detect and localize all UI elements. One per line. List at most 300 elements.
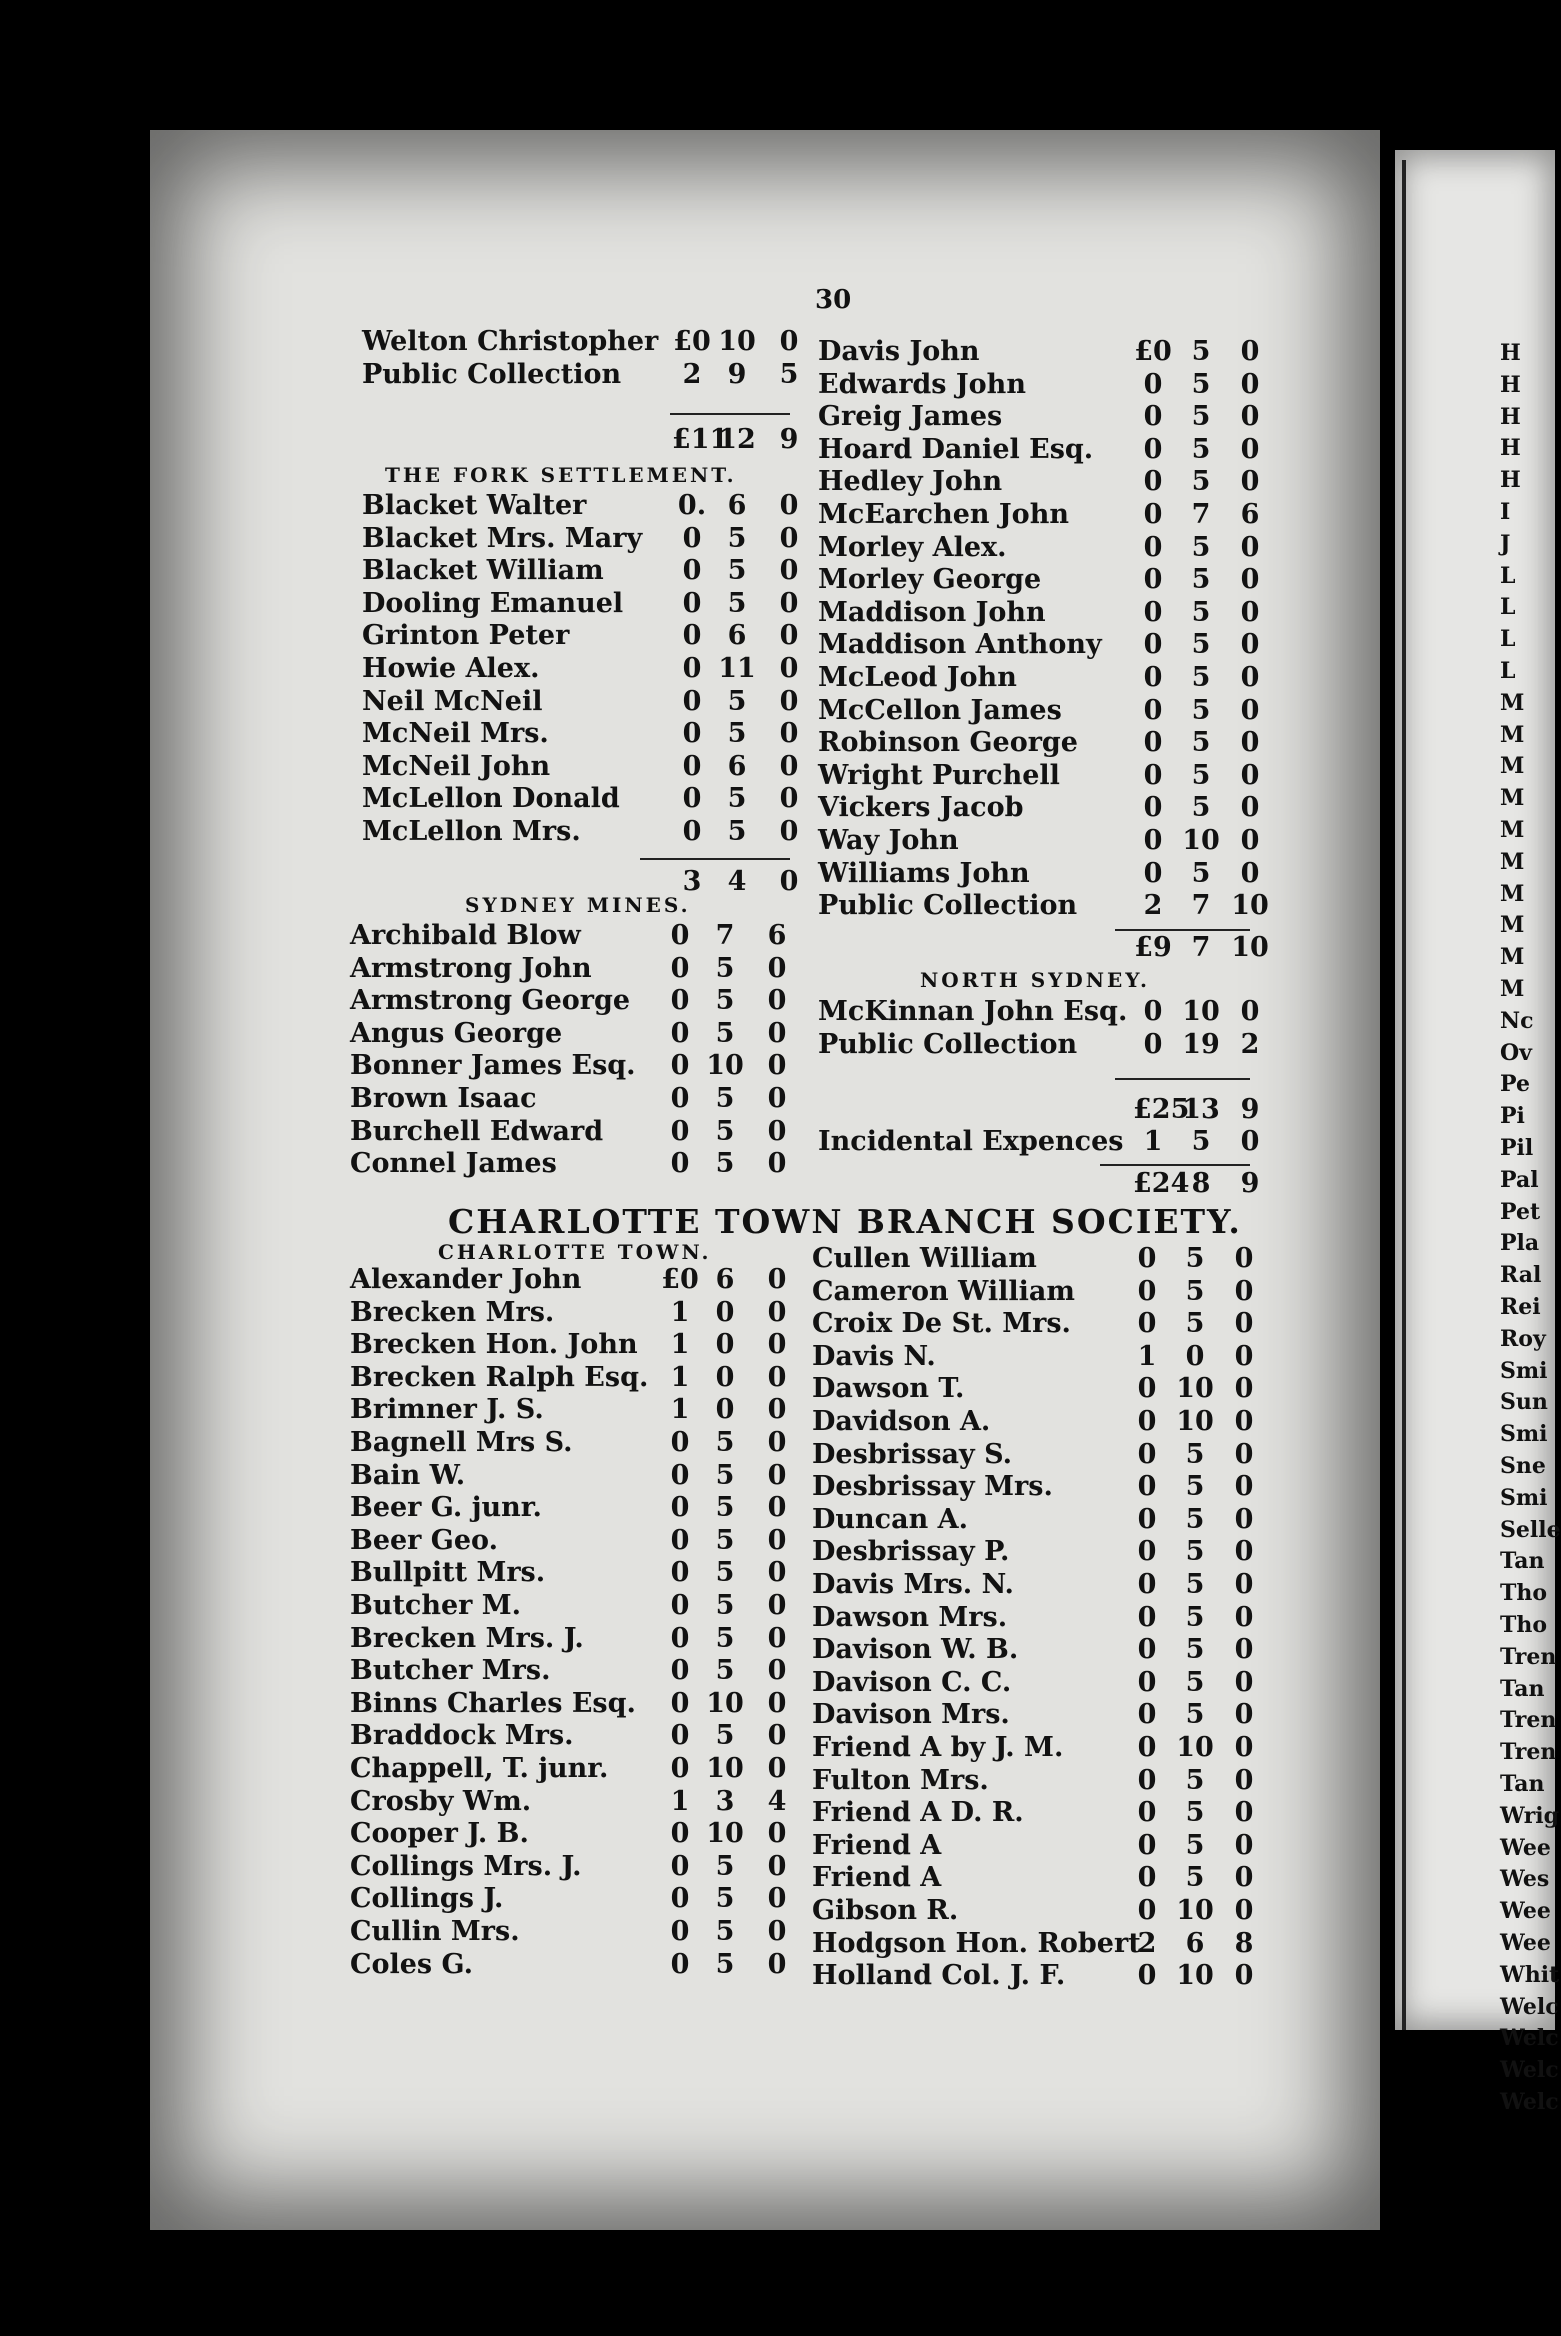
pounds-value: 0 xyxy=(670,1916,690,1947)
shillings-value: 5 xyxy=(1191,368,1211,400)
entry-name: Blacket Walter xyxy=(362,490,587,521)
pounds-value: 0 xyxy=(670,1850,690,1882)
list-entry xyxy=(350,1688,822,1720)
pence-value: 0 xyxy=(779,866,799,897)
pounds-value: 0 xyxy=(670,1524,690,1556)
entry-name: Brecken Mrs. J. xyxy=(350,1622,584,1654)
list-entry xyxy=(362,490,834,522)
facing-page-entry-fragment: H xyxy=(1500,467,1521,494)
pounds-value: £24 xyxy=(1133,1168,1190,1199)
pounds-value: 1 xyxy=(670,1296,690,1328)
list-entry xyxy=(818,825,1295,857)
list-entry xyxy=(812,1341,1289,1373)
section-heading: NORTH SYDNEY. xyxy=(920,968,1150,992)
shillings-value: 5 xyxy=(727,718,747,750)
facing-page-entry-fragment: I xyxy=(1500,499,1511,525)
pence-value: 0 xyxy=(767,1655,787,1687)
entry-name: Braddock Mrs. xyxy=(350,1720,574,1752)
list-entry xyxy=(350,1264,822,1296)
shillings-value: 10 xyxy=(706,1687,744,1719)
entry-name: Way John xyxy=(818,825,959,856)
facing-page-entry-fragment: Welc xyxy=(1500,2057,1559,2084)
shillings-value: 5 xyxy=(715,1427,735,1458)
pence-value: 0 xyxy=(1234,1797,1254,1829)
list-entry xyxy=(362,326,834,358)
pounds-value: 0. xyxy=(677,490,707,521)
pounds-value: 0 xyxy=(670,1883,690,1915)
facing-page-entry-fragment: Pil xyxy=(1500,1135,1534,1161)
shillings-value: 13 xyxy=(1182,1094,1220,1125)
pence-value: 10 xyxy=(1231,890,1269,922)
pounds-value: 0 xyxy=(682,685,702,717)
pence-value: 0 xyxy=(1234,1438,1254,1470)
shillings-value: 7 xyxy=(715,920,735,951)
entry-name: McNeil John xyxy=(362,750,551,782)
entry-name: Dooling Emanuel xyxy=(362,587,624,619)
list-entry xyxy=(812,1602,1289,1634)
list-entry xyxy=(818,1094,1295,1126)
entry-name: Butcher Mrs. xyxy=(350,1655,551,1687)
shillings-value: 5 xyxy=(1185,1829,1205,1861)
list-entry xyxy=(818,760,1295,792)
list-entry xyxy=(812,1504,1289,1536)
pence-value: 0 xyxy=(767,1083,787,1114)
pence-value: 0 xyxy=(767,1557,787,1589)
pounds-value: 0 xyxy=(1143,996,1163,1027)
entry-name: Davis N. xyxy=(812,1340,936,1372)
list-entry xyxy=(812,1960,1289,1992)
list-entry xyxy=(350,1362,822,1394)
entry-name: Collings J. xyxy=(350,1883,504,1915)
entry-name: McLellon Mrs. xyxy=(362,816,581,847)
entry-name: Davis Mrs. N. xyxy=(812,1569,1014,1600)
entry-name: Davison Mrs. xyxy=(812,1699,1010,1731)
facing-page-entry-fragment: L xyxy=(1500,594,1516,621)
pence-value: 0 xyxy=(1240,792,1260,824)
entry-name: Angus George xyxy=(350,1017,563,1049)
list-entry xyxy=(362,653,834,685)
pounds-value: 0 xyxy=(1137,1569,1157,1600)
pence-value: 0 xyxy=(767,1427,787,1458)
pence-value: 0 xyxy=(1234,1666,1254,1698)
shillings-value: 5 xyxy=(1185,1862,1205,1894)
list-entry xyxy=(818,932,1295,964)
pence-value: 0 xyxy=(767,1622,787,1654)
pence-value: 0 xyxy=(779,490,799,521)
pounds-value: 0 xyxy=(670,1050,690,1082)
pounds-value: 0 xyxy=(1137,1308,1157,1340)
pounds-value: 0 xyxy=(1137,1275,1157,1307)
pence-value: 0 xyxy=(1240,596,1260,628)
pence-value: 0 xyxy=(779,685,799,717)
entry-name: Blacket William xyxy=(362,555,604,587)
shillings-value: 7 xyxy=(1191,932,1211,963)
pence-value: 0 xyxy=(1234,1634,1254,1666)
total-rule xyxy=(640,858,790,860)
list-entry xyxy=(812,1536,1289,1568)
entry-name: Friend A by J. M. xyxy=(812,1732,1064,1763)
entry-name: McEarchen John xyxy=(818,499,1069,530)
pounds-value: 0 xyxy=(670,1622,690,1654)
shillings-value: 10 xyxy=(706,1818,744,1850)
entry-name: Bagnell Mrs S. xyxy=(350,1427,573,1458)
pence-value: 0 xyxy=(1234,1764,1254,1796)
entry-name: Cullen William xyxy=(812,1243,1037,1274)
pounds-value: 0 xyxy=(670,920,690,951)
pence-value: 0 xyxy=(1234,1340,1254,1372)
facing-page-entry-fragment: Tho xyxy=(1500,1580,1548,1607)
list-entry xyxy=(818,695,1295,727)
pence-value: 0 xyxy=(1234,1732,1254,1763)
branch-society-title: CHARLOTTE TOWN BRANCH SOCIETY. xyxy=(448,1202,1242,1241)
pounds-value: 1 xyxy=(670,1361,690,1393)
pence-value: 0 xyxy=(1240,336,1260,367)
pounds-value: 0 xyxy=(670,1818,690,1850)
pounds-value: 1 xyxy=(670,1785,690,1817)
list-entry xyxy=(818,996,1295,1028)
facing-page-entry-fragment: M xyxy=(1500,689,1525,716)
entry-name: Grinton Peter xyxy=(362,620,570,652)
list-entry xyxy=(362,523,834,555)
list-entry xyxy=(818,629,1295,661)
list-entry xyxy=(812,1928,1289,1960)
list-entry xyxy=(350,1148,822,1180)
list-entry xyxy=(350,920,822,952)
entry-name: McCellon James xyxy=(818,694,1062,726)
facing-page-entry-fragment: H xyxy=(1500,403,1521,430)
shillings-value: 7 xyxy=(1191,499,1211,530)
list-entry xyxy=(350,1623,822,1655)
entry-name: Burchell Edward xyxy=(350,1115,604,1147)
entry-name: Public Collection xyxy=(362,358,622,390)
shillings-value: 5 xyxy=(1185,1601,1205,1633)
pence-value: 5 xyxy=(779,358,799,390)
entry-name: Binns Charles Esq. xyxy=(350,1687,636,1719)
facing-page-entry-fragment: H xyxy=(1500,340,1521,366)
list-entry xyxy=(350,1492,822,1524)
shillings-value: 5 xyxy=(1185,1797,1205,1829)
pence-value: 0 xyxy=(1234,1960,1254,1992)
pence-value: 0 xyxy=(767,1115,787,1147)
shillings-value: 10 xyxy=(1176,1895,1214,1926)
pounds-value: 0 xyxy=(1143,531,1163,563)
entry-name: Public Collection xyxy=(818,1028,1078,1060)
facing-page-entry-fragment: M xyxy=(1500,721,1525,748)
pence-value: 6 xyxy=(1240,499,1260,530)
list-entry xyxy=(812,1373,1289,1405)
facing-page-entry-fragment: M xyxy=(1500,785,1525,812)
facing-page-entry-fragment: Smi xyxy=(1500,1357,1548,1384)
pounds-value: 0 xyxy=(670,952,690,984)
list-entry xyxy=(812,1308,1289,1340)
list-entry xyxy=(350,1655,822,1687)
list-entry xyxy=(362,588,834,620)
list-entry xyxy=(812,1439,1289,1471)
pence-value: 0 xyxy=(767,1394,787,1426)
shillings-value: 5 xyxy=(715,1948,735,1980)
pence-value: 0 xyxy=(767,1753,787,1784)
pounds-value: 0 xyxy=(670,1492,690,1524)
shillings-value: 5 xyxy=(727,816,747,847)
pence-value: 0 xyxy=(767,1818,787,1850)
entry-name: Incidental Expences xyxy=(818,1126,1124,1157)
entry-name: Cameron William xyxy=(812,1275,1075,1307)
pence-value: 0 xyxy=(779,653,799,684)
pence-value: 0 xyxy=(1234,1569,1254,1600)
pounds-value: 0 xyxy=(670,1427,690,1458)
list-entry xyxy=(812,1276,1289,1308)
entry-name: Beer Geo. xyxy=(350,1524,498,1556)
shillings-value: 0 xyxy=(715,1394,735,1426)
facing-page-entry-fragment: Welc xyxy=(1500,1993,1559,2020)
pence-value: 9 xyxy=(1240,1094,1260,1125)
entry-name: Brecken Ralph Esq. xyxy=(350,1361,649,1393)
shillings-value: 5 xyxy=(1191,759,1211,791)
pounds-value: 0 xyxy=(670,1148,690,1180)
shillings-value: 11 xyxy=(718,653,756,684)
pence-value: 0 xyxy=(767,1148,787,1180)
shillings-value: 5 xyxy=(1185,1471,1205,1503)
pence-value: 0 xyxy=(1240,401,1260,433)
entry-name: Gibson R. xyxy=(812,1895,959,1926)
list-entry xyxy=(350,1329,822,1361)
shillings-value: 6 xyxy=(715,1264,735,1295)
pence-value: 0 xyxy=(767,1492,787,1524)
pounds-value: 0 xyxy=(1137,1471,1157,1503)
facing-page-entry-fragment: Whit xyxy=(1500,1961,1560,1988)
shillings-value: 5 xyxy=(727,783,747,815)
facing-page-entry-fragment: Pe xyxy=(1500,1071,1530,1098)
entry-name: Bonner James Esq. xyxy=(350,1050,636,1082)
shillings-value: 10 xyxy=(718,326,756,357)
pence-value: 0 xyxy=(767,1883,787,1915)
entry-name: McLeod John xyxy=(818,662,1017,693)
shillings-value: 5 xyxy=(715,1883,735,1915)
pounds-value: 0 xyxy=(1143,368,1163,400)
list-entry xyxy=(818,1029,1295,1061)
shillings-value: 5 xyxy=(715,1622,735,1654)
entry-name: Williams John xyxy=(818,857,1030,889)
pence-value: 0 xyxy=(779,555,799,587)
pence-value: 0 xyxy=(767,1720,787,1752)
entry-name: Hoard Daniel Esq. xyxy=(818,433,1094,465)
list-entry xyxy=(818,564,1295,596)
list-entry xyxy=(812,1243,1289,1275)
shillings-value: 5 xyxy=(1191,466,1211,498)
list-entry xyxy=(350,953,822,985)
pence-value: 0 xyxy=(1240,825,1260,856)
pounds-value: 0 xyxy=(1143,857,1163,889)
list-entry xyxy=(350,1018,822,1050)
facing-page-entry-fragment: M xyxy=(1500,848,1525,875)
shillings-value: 10 xyxy=(1176,1406,1214,1437)
pounds-value: £0 xyxy=(661,1264,699,1295)
shillings-value: 5 xyxy=(1191,857,1211,889)
pounds-value: 0 xyxy=(682,750,702,782)
pence-value: 0 xyxy=(1234,1699,1254,1731)
list-entry xyxy=(350,1297,822,1329)
pence-value: 0 xyxy=(779,587,799,619)
pence-value: 0 xyxy=(767,1264,787,1295)
pence-value: 0 xyxy=(779,783,799,815)
facing-page-entry-fragment: Smi xyxy=(1500,1421,1548,1448)
entry-name: Armstrong George xyxy=(350,985,631,1017)
shillings-value: 6 xyxy=(727,620,747,652)
entry-name: Hodgson Hon. Robert xyxy=(812,1927,1141,1959)
list-entry xyxy=(362,816,834,848)
facing-page-entry-fragment: Ov xyxy=(1500,1039,1532,1066)
pence-value: 0 xyxy=(1234,1829,1254,1861)
list-entry xyxy=(350,1460,822,1492)
entry-name: Morley Alex. xyxy=(818,531,1007,563)
pence-value: 0 xyxy=(1240,662,1260,693)
pence-value: 0 xyxy=(767,985,787,1017)
shillings-value: 5 xyxy=(715,952,735,984)
pounds-value: 0 xyxy=(1143,499,1163,530)
shillings-value: 5 xyxy=(715,1148,735,1180)
list-entry xyxy=(362,555,834,587)
pounds-value: 0 xyxy=(670,1687,690,1719)
pounds-value: 0 xyxy=(1137,1243,1157,1274)
facing-page-entry-fragment: Tren xyxy=(1500,1739,1557,1766)
entry-name: Armstrong John xyxy=(350,952,592,984)
pounds-value: 0 xyxy=(1137,1503,1157,1535)
shillings-value: 5 xyxy=(715,1850,735,1882)
pounds-value: 0 xyxy=(670,1083,690,1114)
shillings-value: 5 xyxy=(1191,662,1211,693)
facing-page-entry-fragment: Smi xyxy=(1500,1484,1548,1511)
shillings-value: 12 xyxy=(718,424,756,455)
pounds-value: 0 xyxy=(1137,1764,1157,1796)
list-entry xyxy=(350,1083,822,1115)
entry-name: Bullpitt Mrs. xyxy=(350,1557,546,1589)
list-entry xyxy=(812,1797,1289,1829)
shillings-value: 5 xyxy=(715,1492,735,1524)
pence-value: 0 xyxy=(1234,1503,1254,1535)
pence-value: 0 xyxy=(1240,629,1260,661)
shillings-value: 5 xyxy=(727,587,747,619)
list-entry xyxy=(350,1720,822,1752)
pounds-value: 0 xyxy=(670,1590,690,1621)
list-entry xyxy=(812,1667,1289,1699)
shillings-value: 7 xyxy=(1191,890,1211,922)
shillings-value: 6 xyxy=(727,490,747,521)
facing-page-entry-fragment: Welc xyxy=(1500,2025,1559,2052)
pounds-value: 0 xyxy=(1143,792,1163,824)
pounds-value: 0 xyxy=(670,1017,690,1049)
facing-page-entry-fragment: Nc xyxy=(1500,1007,1534,1034)
list-entry xyxy=(362,718,834,750)
entry-name: Hedley John xyxy=(818,466,1003,498)
pounds-value: 0 xyxy=(670,1753,690,1784)
entry-name: Howie Alex. xyxy=(362,653,540,684)
shillings-value: 6 xyxy=(1185,1927,1205,1959)
pounds-value: 0 xyxy=(1137,1895,1157,1926)
entry-name: Brecken Mrs. xyxy=(350,1296,555,1328)
pounds-value: 3 xyxy=(682,866,702,897)
entry-name: Maddison John xyxy=(818,596,1046,628)
pence-value: 0 xyxy=(767,952,787,984)
pence-value: 0 xyxy=(1240,759,1260,791)
list-entry xyxy=(350,1557,822,1589)
pence-value: 0 xyxy=(1240,433,1260,465)
pence-value: 2 xyxy=(1240,1028,1260,1060)
pence-value: 0 xyxy=(1240,857,1260,889)
entry-name: Connel James xyxy=(350,1148,557,1180)
pounds-value: 0 xyxy=(1137,1829,1157,1861)
entry-name: Dawson T. xyxy=(812,1373,965,1405)
pounds-value: 0 xyxy=(670,1655,690,1687)
shillings-value: 5 xyxy=(715,1720,735,1752)
list-entry xyxy=(350,1050,822,1082)
entry-name: Brimner J. S. xyxy=(350,1394,544,1426)
list-entry xyxy=(350,1394,822,1426)
shillings-value: 5 xyxy=(715,1655,735,1687)
entry-name: McKinnan John Esq. xyxy=(818,996,1128,1027)
facing-page-entry-fragment: H xyxy=(1500,435,1521,462)
entry-name: Friend A xyxy=(812,1829,942,1861)
entry-name: Duncan A. xyxy=(812,1503,968,1535)
list-entry xyxy=(350,1116,822,1148)
facing-page-entry-fragment: Wee xyxy=(1500,1898,1551,1925)
shillings-value: 5 xyxy=(1191,727,1211,759)
shillings-value: 5 xyxy=(1191,433,1211,465)
pounds-value: 0 xyxy=(1137,1438,1157,1470)
shillings-value: 9 xyxy=(727,358,747,390)
pence-value: 0 xyxy=(767,1329,787,1361)
facing-page-entry-fragment: M xyxy=(1500,753,1525,780)
facing-page-entry-fragment: Rei xyxy=(1500,1294,1541,1320)
pounds-value: 1 xyxy=(1137,1340,1157,1372)
pounds-value: 0 xyxy=(1137,1536,1157,1568)
pounds-value: 0 xyxy=(682,555,702,587)
entry-name: Fulton Mrs. xyxy=(812,1764,989,1796)
pence-value: 0 xyxy=(1234,1275,1254,1307)
pounds-value: £0 xyxy=(673,326,711,357)
shillings-value: 5 xyxy=(727,685,747,717)
shillings-value: 5 xyxy=(715,1590,735,1621)
pounds-value: 0 xyxy=(1137,1634,1157,1666)
entry-name: Desbrissay Mrs. xyxy=(812,1471,1053,1503)
pence-value: 0 xyxy=(1240,466,1260,498)
pounds-value: 0 xyxy=(670,1115,690,1147)
shillings-value: 10 xyxy=(1182,825,1220,856)
pounds-value: £0 xyxy=(1134,336,1172,367)
list-entry xyxy=(350,1818,822,1850)
pounds-value: 1 xyxy=(670,1329,690,1361)
facing-page-entry-fragment: Roy xyxy=(1500,1325,1546,1352)
pence-value: 0 xyxy=(767,1361,787,1393)
list-entry xyxy=(812,1830,1289,1862)
entry-name: Public Collection xyxy=(818,890,1078,922)
pounds-value: 0 xyxy=(682,718,702,750)
pence-value: 0 xyxy=(779,718,799,750)
shillings-value: 0 xyxy=(715,1361,735,1393)
pounds-value: 0 xyxy=(1143,694,1163,726)
facing-page-entry-fragment: M xyxy=(1500,880,1525,907)
pounds-value: 0 xyxy=(1137,1406,1157,1437)
facing-page-entry-fragment: Wrig xyxy=(1500,1802,1560,1829)
pounds-value: 0 xyxy=(682,653,702,684)
shillings-value: 19 xyxy=(1182,1028,1220,1060)
list-entry xyxy=(350,1851,822,1883)
entry-name: Desbrissay S. xyxy=(812,1438,1013,1470)
list-entry xyxy=(818,434,1295,466)
list-entry xyxy=(818,466,1295,498)
shillings-value: 8 xyxy=(1191,1168,1211,1199)
facing-page-entry-fragment: M xyxy=(1500,817,1525,843)
pounds-value: 0 xyxy=(682,783,702,815)
